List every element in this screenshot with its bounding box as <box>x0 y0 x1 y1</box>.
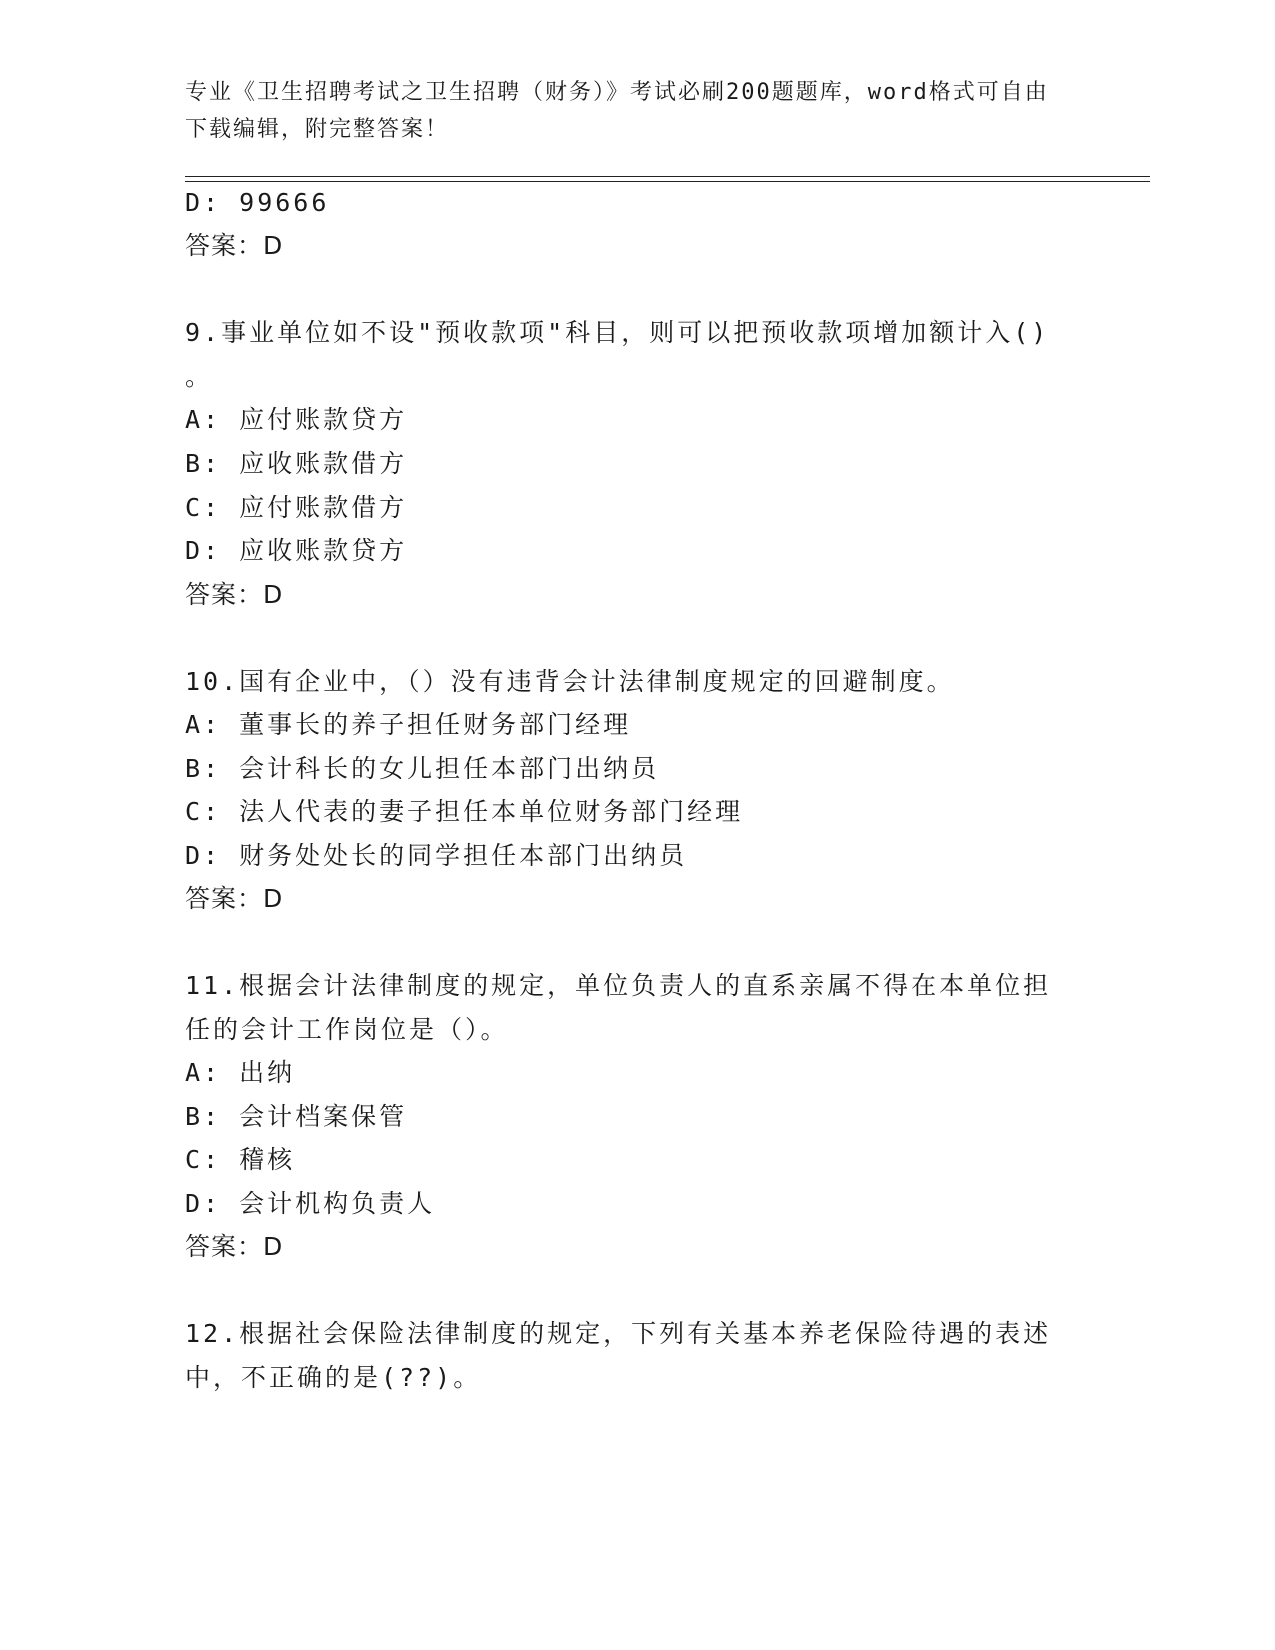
question-stem: 10.国有企业中，（）没有违背会计法律制度规定的回避制度。 <box>185 667 955 696</box>
option-line: C: 应付账款借方 <box>185 493 408 522</box>
option-line: D: 99666 <box>185 188 330 217</box>
option-line: C: 法人代表的妻子担任本单位财务部门经理 <box>185 797 744 826</box>
question-stem: 。 <box>185 362 214 391</box>
answer-line: 答案：D <box>185 1232 284 1261</box>
answer-line: 答案：D <box>185 580 284 609</box>
option-line: B: 应收账款借方 <box>185 449 408 478</box>
question-stem: 任的会计工作岗位是（）。 <box>185 1015 509 1044</box>
option-line: D: 财务处处长的同学担任本部门出纳员 <box>185 841 688 870</box>
header-rule-bottom <box>185 181 1150 182</box>
option-line: A: 出纳 <box>185 1058 296 1087</box>
option-line: A: 董事长的养子担任财务部门经理 <box>185 710 632 739</box>
question-stem: 12.根据社会保险法律制度的规定，下列有关基本养老保险待遇的表述 <box>185 1319 1052 1348</box>
option-line: D: 应收账款贷方 <box>185 536 408 565</box>
question-stem: 9.事业单位如不设"预收款项"科目，则可以把预收款项增加额计入() <box>185 318 1050 347</box>
option-line: B: 会计档案保管 <box>185 1102 408 1131</box>
question-stem: 中，不正确的是(??)。 <box>185 1363 482 1392</box>
question-stem: 11.根据会计法律制度的规定，单位负责人的直系亲属不得在本单位担 <box>185 971 1052 1000</box>
option-line: A: 应付账款贷方 <box>185 405 408 434</box>
option-line: D: 会计机构负责人 <box>185 1189 436 1218</box>
document-header: 专业《卫生招聘考试之卫生招聘（财务）》考试必刷200题题库，word格式可自由下载编辑，附完整答案！ <box>185 80 1049 142</box>
header-rule-top <box>185 176 1150 177</box>
option-line: B: 会计科长的女儿担任本部门出纳员 <box>185 754 660 783</box>
answer-line: 答案：D <box>185 884 284 913</box>
option-line: C: 稽核 <box>185 1145 296 1174</box>
answer-line: 答案：D <box>185 231 284 260</box>
